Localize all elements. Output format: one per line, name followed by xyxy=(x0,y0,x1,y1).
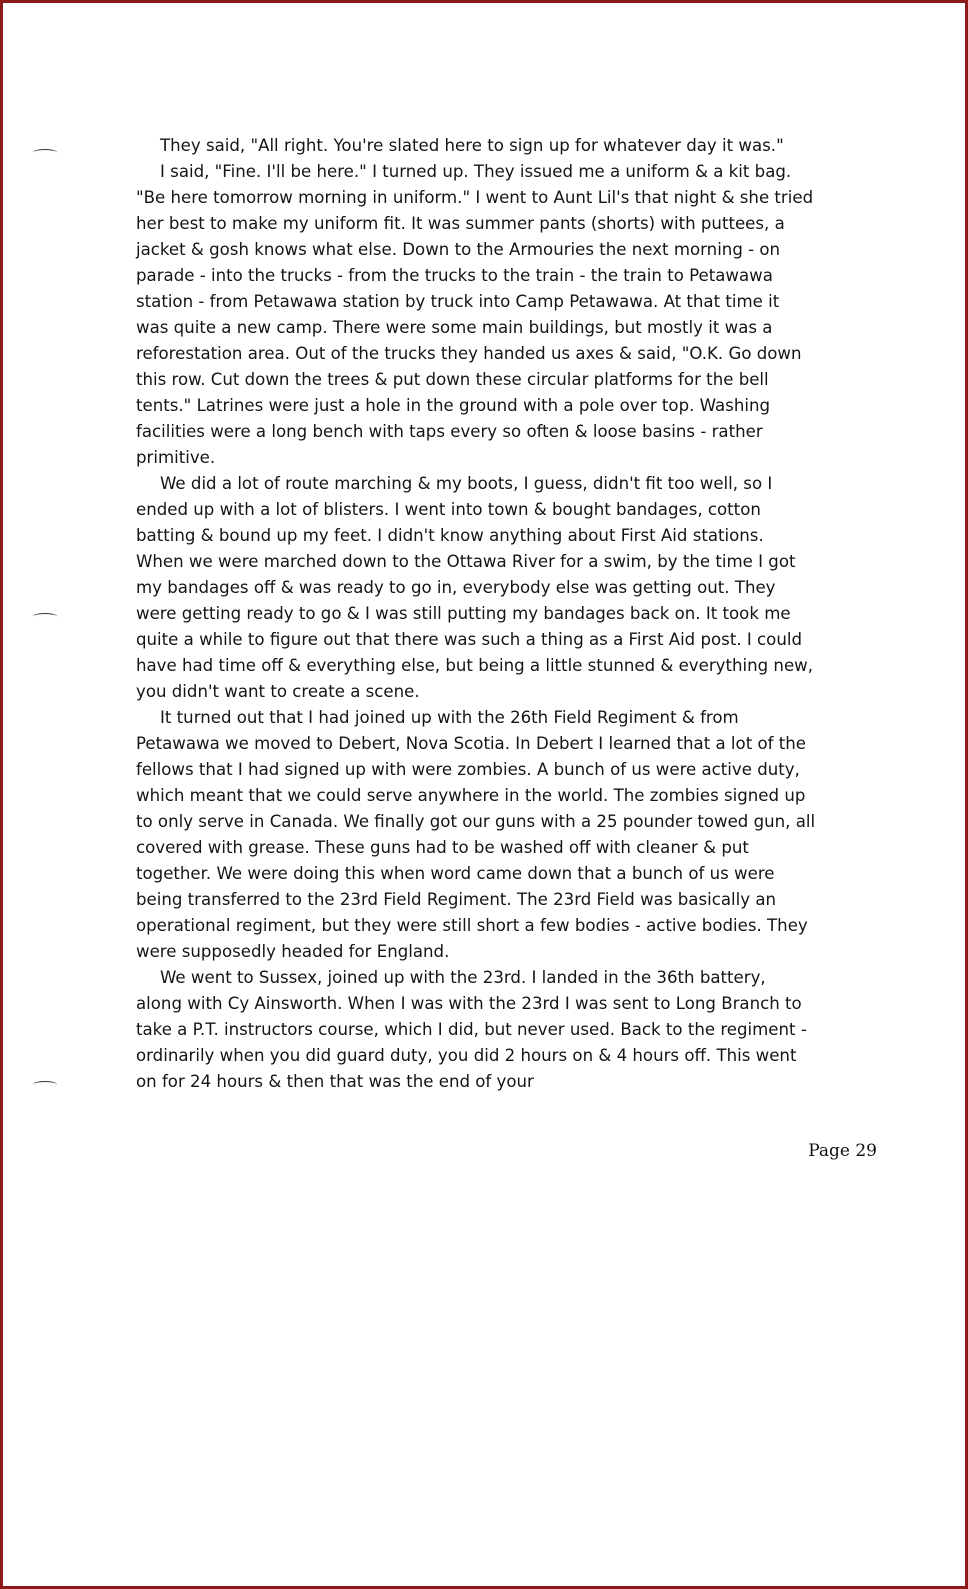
paragraph-5: We went to Sussex, joined up with the 23rd. I landed in the 36th battery, along with Cy Ainsworth. When I was with the 23rd I was sent to Long Branch to take a P.T. instructors course, which I did, but never used. Back to the regiment - ordinarily when you did guard duty, you did 2 hours on & 4 hours off. This went on for 24 hours & then that was the end of your xyxy=(136,968,807,1091)
paragraph-4: It turned out that I had joined up with the 26th Field Regiment & from Petawawa we moved to Debert, Nova Scotia. In Debert I learned that a lot of the fellows that I had signed up with were zombies. A bunch of us were active duty, which meant that we could serve anywhere in the world. The zombies signed up to only serve in Canada. We finally got our guns with a 25 pounder towed gun, all covered with grease. These guns had to be washed off with cleaner & put together. We were doing this when word came down that a bunch of us were being transferred to the 23rd Field Regiment. The 23rd Field was basically an operational regiment, but they were still short a few bodies - active bodies. They were supposedly headed for England. xyxy=(136,708,816,961)
paragraph-3: We did a lot of route marching & my boots, I guess, didn't fit too well, so I ended up with a lot of blisters. I went into town & bought bandages, cotton batting & bound up my feet. I didn't know anything about First Aid stations. When we were marched down to the Ottawa River for a swim, by the time I got my bandages off & was ready to go in, everybody else was getting out. They were getting ready to go & I was still putting my bandages back on. It took me quite a while to figure out that there was such a thing as a First Aid post. I could have had time off & everything else, but being a little stunned & everything new, you didn't want to create a scene. xyxy=(136,474,814,701)
page-number: Page 29 xyxy=(808,1141,877,1161)
margin-mark xyxy=(33,613,57,620)
paragraph-1: They said, "All right. You're slated here to sign up for whatever day it was." xyxy=(160,136,784,155)
margin-mark xyxy=(33,149,57,156)
paragraph-2: I said, "Fine. I'll be here." I turned up. They issued me a uniform & a kit bag. "Be here tomorrow morning in uniform." I went to Aunt Lil's that night & she tried her best to make my uniform fit. It was summer pants (shorts) with puttees, a jacket & gosh knows what else. Down to the Armouries the next morning - on parade - into the trucks - from the trucks to the train - the train to Petawawa station - from Petawawa station by truck into Camp Petawawa. At that time it was quite a new camp. There were some main buildings, but mostly it was a reforestation area. Out of the trucks they handed us axes & said, "O.K. Go down this row. Cut down the trees & put down these circular platforms for the bell tents." Latrines were just a hole in the ground with a pole over top. Washing facilities were a long bench with taps every so often & loose basins - rather primitive. xyxy=(136,162,814,467)
document-body xyxy=(136,133,816,1095)
margin-mark xyxy=(33,1081,57,1088)
